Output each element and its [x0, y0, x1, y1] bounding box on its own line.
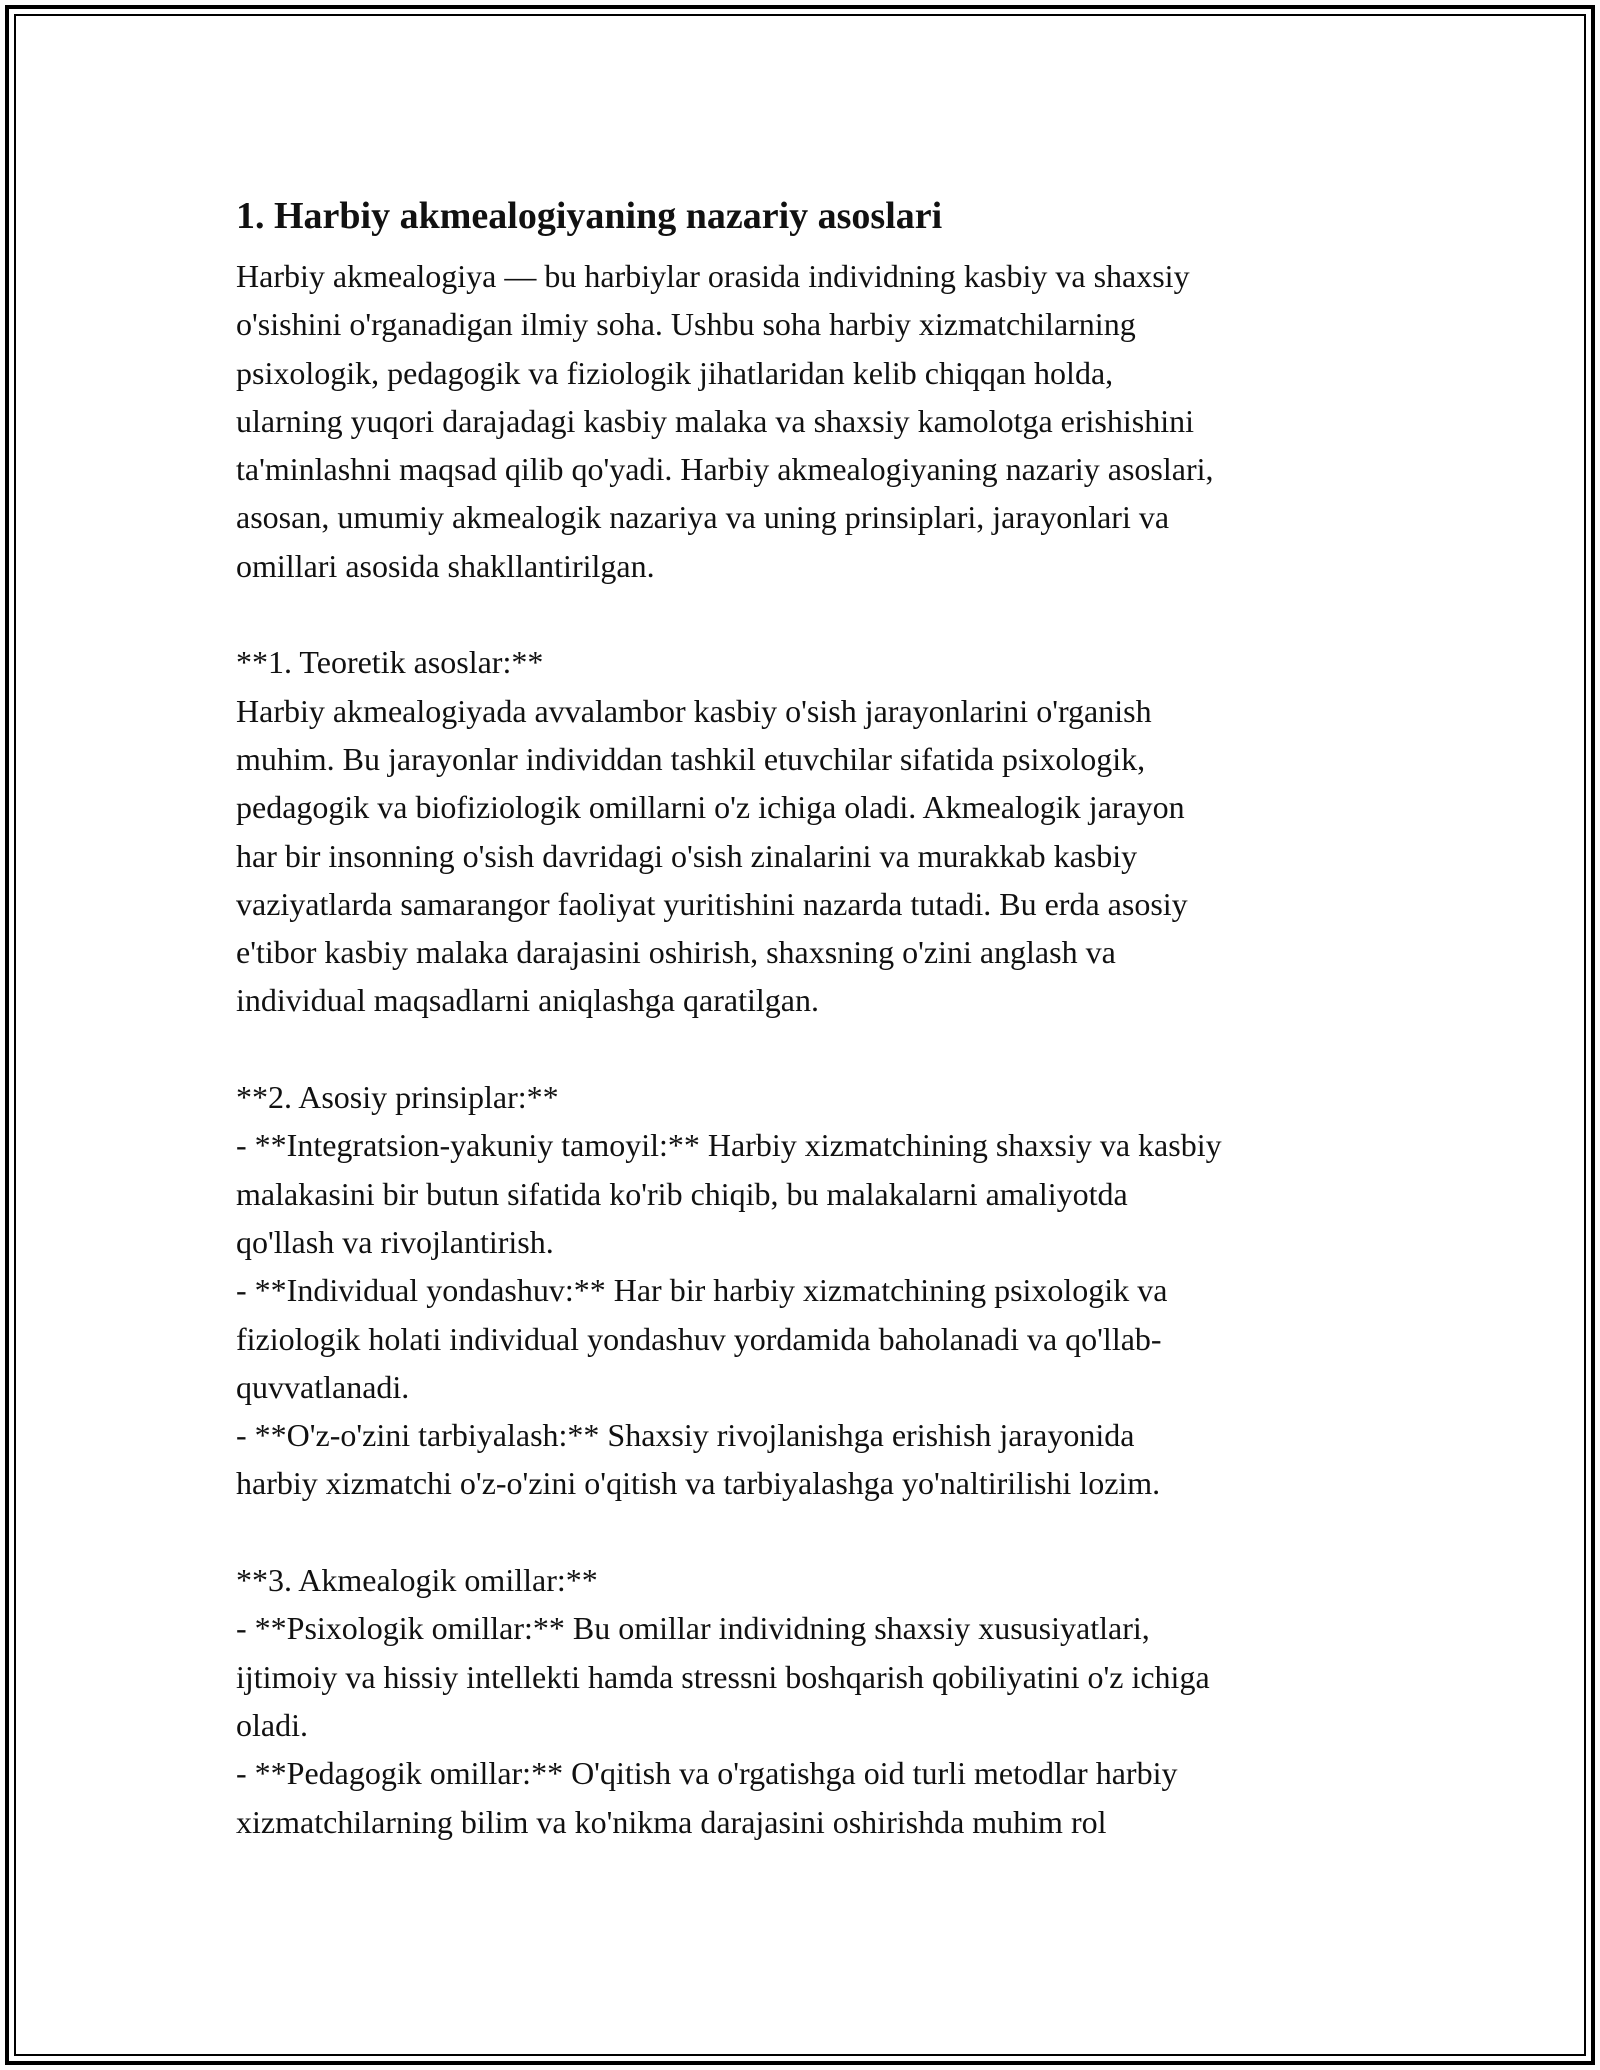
intro-line: asosan, umumiy akmealogik nazariya va uning prinsiplari, jarayonlari va — [236, 499, 1170, 536]
section-theoretical-foundations — [236, 638, 1386, 1024]
section-line: xizmatchilarning bilim va ko'nikma darajasini oshirishda muhim rol — [236, 1803, 1107, 1840]
section-title: **3. Akmealogik omillar:** — [236, 1562, 598, 1599]
section-line: quvvatlanadi. — [236, 1368, 410, 1405]
intro-line: ta'minlashni maqsad qilib qo'yadi. Harbiy akmealogiyaning nazariy asoslari, — [236, 451, 1214, 488]
section-line: harbiy xizmatchi o'z-o'zini o'qitish va tarbiyalashga yo'naltirilishi lozim. — [236, 1465, 1161, 1502]
paragraph-spacer — [236, 1508, 1386, 1556]
section-acmeological-factors — [236, 1556, 1386, 1846]
section-line: - **Individual yondashuv:** Har bir harbiy xizmatchining psixologik va — [236, 1272, 1168, 1309]
section-line: - **O'z-o'zini tarbiyalash:** Shaxsiy rivojlanishga erishish jarayonida — [236, 1417, 1135, 1454]
intro-line: omillari asosida shakllantirilgan. — [236, 547, 655, 584]
section-line: Harbiy akmealogiyada avvalambor kasbiy o'sish jarayonlarini o'rganish — [236, 692, 1152, 729]
section-title: **1. Teoretik asoslar:** — [236, 644, 544, 681]
section-line: ijtimoiy va hissiy intellekti hamda stressni boshqarish qobiliyatini o'z ichiga — [236, 1658, 1210, 1695]
section-line: - **Psixologik omillar:** Bu omillar individning shaxsiy xususiyatlari, — [236, 1610, 1150, 1647]
intro-paragraph — [236, 252, 1386, 590]
section-line: oladi. — [236, 1706, 308, 1743]
document-heading: 1. Harbiy akmealogiyaning nazariy asoslari — [236, 195, 943, 237]
section-line: pedagogik va biofiziologik omillarni o'z ichiga oladi. Akmealogik jarayon — [236, 789, 1185, 826]
intro-line: o'sishini o'rganadigan ilmiy soha. Ushbu soha harbiy xizmatchilarning — [236, 306, 1136, 343]
section-line: fiziologik holati individual yondashuv yordamida baholanadi va qo'llab- — [236, 1320, 1162, 1357]
paragraph-spacer — [236, 590, 1386, 638]
section-line: malakasini bir butun sifatida ko'rib chiqib, bu malakalarni amaliyotda — [236, 1175, 1128, 1212]
section-main-principles — [236, 1073, 1386, 1508]
section-line: individual maqsadlarni aniqlashga qaratilgan. — [236, 982, 819, 1019]
intro-line: ularning yuqori darajadagi kasbiy malaka va shaxsiy kamolotga erishishini — [236, 402, 1194, 439]
section-line: e'tibor kasbiy malaka darajasini oshirish, shaxsning o'zini anglash va — [236, 934, 1116, 971]
section-line: muhim. Bu jarayonlar individdan tashkil etuvchilar sifatida psixologik, — [236, 740, 1146, 777]
section-title: **2. Asosiy prinsiplar:** — [236, 1079, 559, 1116]
section-line: - **Pedagogik omillar:** O'qitish va o'rgatishga oid turli metodlar harbiy — [236, 1755, 1178, 1792]
section-line: har bir insonning o'sish davridagi o'sish zinalarini va murakkab kasbiy — [236, 837, 1138, 874]
paragraph-spacer — [236, 1025, 1386, 1073]
document-body — [236, 184, 1386, 1846]
section-line: qo'llash va rivojlantirish. — [236, 1223, 554, 1260]
section-line: vaziyatlarda samarangor faoliyat yuritishini nazarda tutadi. Bu erda asosiy — [236, 885, 1188, 922]
intro-line: psixologik, pedagogik va fiziologik jihatlaridan kelib chiqqan holda, — [236, 354, 1114, 391]
section-line: - **Integratsion-yakuniy tamoyil:** Harbiy xizmatchining shaxsiy va kasbiy — [236, 1127, 1222, 1164]
intro-line: Harbiy akmealogiya — bu harbiylar orasida individning kasbiy va shaxsiy — [236, 258, 1190, 294]
